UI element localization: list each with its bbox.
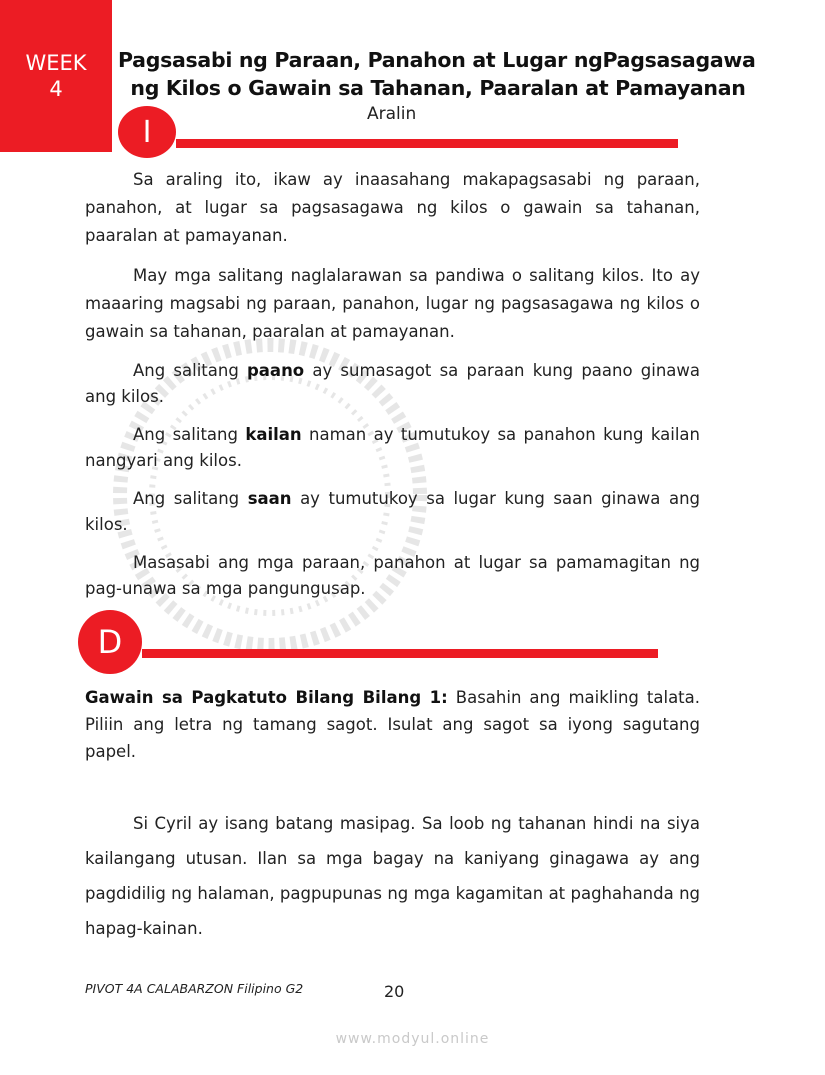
keyword-kailan: kailan <box>245 425 302 444</box>
paragraph-kailan <box>85 422 700 474</box>
paragraph-saan <box>85 486 700 538</box>
section-i-marker <box>118 106 176 158</box>
page-number: 20 <box>384 982 405 1001</box>
activity-block <box>85 684 700 765</box>
saan-pre: Ang salitang <box>133 489 248 508</box>
section-i-body <box>85 166 700 602</box>
keyword-paano: paano <box>246 361 305 380</box>
week-badge <box>0 0 112 152</box>
website-watermark: www.modyul.online <box>335 1031 490 1047</box>
section-d-letter: D <box>97 623 123 661</box>
paano-pre: Ang salitang <box>133 361 247 380</box>
paragraph-conclusion: Masasabi ang mga paraan, panahon at lugar sa pamamagitan ng pag-unawa sa mga pangungusap. <box>85 553 700 598</box>
section-d-marker <box>78 610 142 674</box>
week-number: 4 <box>49 77 63 101</box>
keyword-saan: saan <box>247 489 292 508</box>
paragraph-paano <box>85 358 700 410</box>
section-i-rule <box>176 139 678 148</box>
saan-post: ay tumutukoy sa lugar kung saan ginawa ang kilos. <box>85 489 700 534</box>
kailan-pre: Ang salitang <box>133 425 246 444</box>
section-i-letter: I <box>142 114 152 150</box>
lesson-subtitle: Aralin <box>367 104 417 124</box>
story-paragraph: Si Cyril ay isang batang masipag. Sa loob ng tahanan hindi na siya kailangang utusan. Ilan sa mga bagay na kaniyang ginagawa ay ang pagdidilig ng halaman, pagpupunas ng mga kagamitan at paghahanda ng hapag-kainan. <box>85 814 700 938</box>
lesson-title <box>118 46 758 102</box>
footer-source: PIVOT 4A CALABARZON Filipino G2 <box>85 981 304 996</box>
kailan-post: naman ay tumutukoy sa panahon kung kailan nangyari ang kilos. <box>85 425 700 470</box>
paano-post: ay sumasagot sa paraan kung paano ginawa ang kilos. <box>85 361 700 406</box>
title-line-1: Pagsasabi ng Paraan, Panahon at Lugar ngPagsasagawa <box>118 48 756 72</box>
paragraph-intro: Sa araling ito, ikaw ay inaasahang makapagsasabi ng paraan, panahon, at lugar sa pagsasagawa ng kilos o gawain sa tahanan, paaralan at pamayanan. <box>85 170 700 245</box>
activity-paragraph <box>85 684 700 765</box>
section-d-rule <box>142 649 658 658</box>
week-label: WEEK <box>25 51 87 75</box>
activity-title: Gawain sa Pagkatuto Bilang Bilang 1: <box>85 688 448 707</box>
paragraph-description: May mga salitang naglalarawan sa pandiwa o salitang kilos. Ito ay maaaring magsabi ng paraan, panahon, lugar ng pagsasagawa ng kilos o gawain sa tahanan, paaralan at pamayanan. <box>85 266 700 341</box>
title-line-2: ng Kilos o Gawain sa Tahanan, Paaralan at Pamayanan <box>130 76 746 100</box>
story-block <box>85 806 700 946</box>
activity-instructions: Basahin ang maikling talata. Piliin ang letra ng tamang sagot. Isulat ang sagot sa iyong sagutang papel. <box>85 688 701 761</box>
